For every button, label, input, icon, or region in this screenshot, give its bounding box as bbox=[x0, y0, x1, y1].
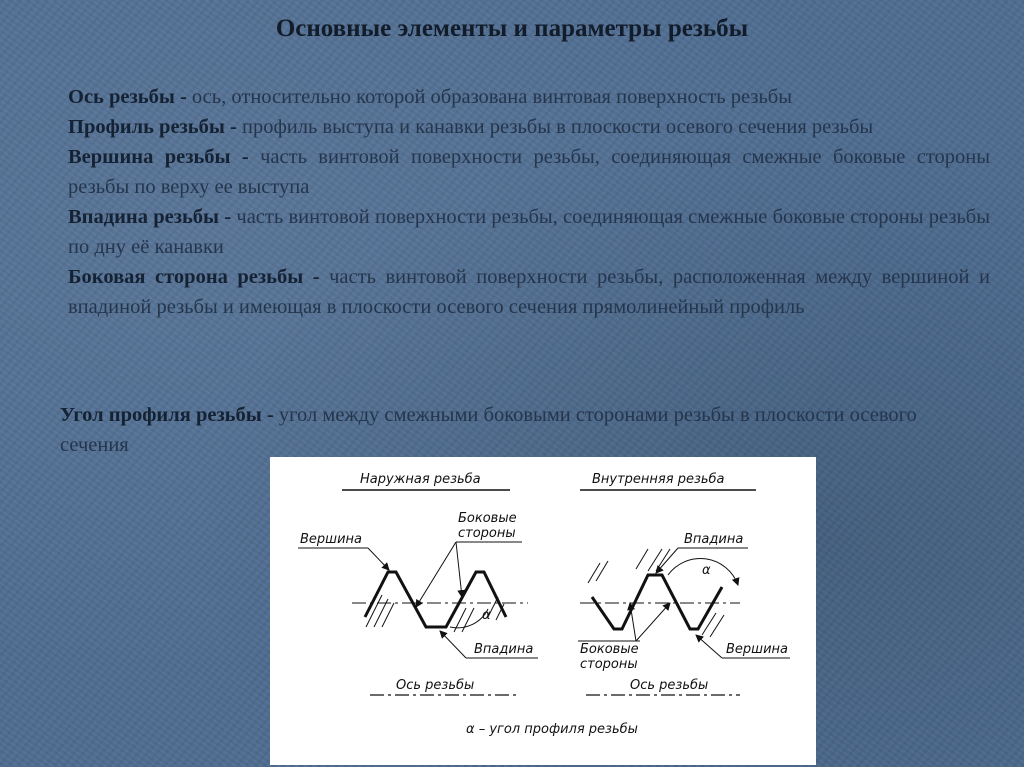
definition-text: профиль выступа и канавки резьбы в плоскости осевого сечения резьбы bbox=[236, 116, 874, 138]
label-root-internal: Впадина bbox=[684, 532, 744, 547]
figure-caption: α – угол профиля резьбы bbox=[466, 722, 638, 737]
slide-title: Основные элементы и параметры резьбы bbox=[275, 15, 749, 42]
definition-crest bbox=[68, 142, 990, 202]
definition-profile bbox=[68, 112, 990, 142]
definition-term: Профиль резьбы - bbox=[68, 116, 237, 138]
external-thread-title: Наружная резьба bbox=[360, 472, 481, 487]
label-flanks-external-1: Боковые bbox=[458, 511, 517, 526]
definitions-list bbox=[68, 82, 990, 322]
definition-root bbox=[68, 202, 990, 262]
definition-text: часть винтовой поверхности резьбы, соединяющая смежные боковые стороны резьбы по верху ее выступа bbox=[68, 146, 991, 198]
definition-axis bbox=[68, 82, 990, 112]
label-crest-external: Вершина bbox=[300, 532, 362, 547]
definition-text: часть винтовой поверхности резьбы, соединяющая смежные боковые стороны резьбы по дну её канавки bbox=[68, 206, 990, 258]
definition-profile-angle bbox=[60, 400, 990, 460]
label-root-external: Впадина bbox=[474, 642, 534, 657]
internal-thread-title: Внутренняя резьба bbox=[592, 472, 725, 487]
label-flanks-external-2: стороны bbox=[458, 526, 516, 541]
definition-term: Вершина резьбы - bbox=[68, 146, 249, 168]
definition-term: Боковая сторона резьбы - bbox=[68, 266, 320, 288]
definition-term: Впадина резьбы - bbox=[68, 206, 232, 228]
definition-term: Ось резьбы - bbox=[68, 86, 187, 108]
label-alpha-internal: α bbox=[702, 563, 711, 578]
definition-text: ось, относительно которой образована винтовая поверхность резьбы bbox=[186, 86, 793, 108]
label-crest-internal: Вершина bbox=[726, 642, 788, 657]
internal-thread-profile bbox=[592, 575, 722, 629]
label-axis-external: Ось резьбы bbox=[396, 678, 475, 693]
definition-text: угол между смежными боковыми сторонами резьбы в плоскости осевого сечения bbox=[60, 404, 917, 456]
label-alpha-external: α bbox=[482, 608, 491, 623]
label-flanks-internal-2: стороны bbox=[580, 657, 638, 672]
thread-diagram bbox=[270, 457, 816, 765]
definition-flank bbox=[68, 262, 990, 322]
label-flanks-internal-1: Боковые bbox=[580, 642, 639, 657]
definition-term: Угол профиля резьбы - bbox=[60, 404, 274, 426]
definition-text: часть винтовой поверхности резьбы, расположенная между вершиной и впадиной резьбы и имеющая в плоскости осевого сечения прямолинейный профиль bbox=[68, 266, 990, 318]
label-axis-internal: Ось резьбы bbox=[630, 678, 709, 693]
